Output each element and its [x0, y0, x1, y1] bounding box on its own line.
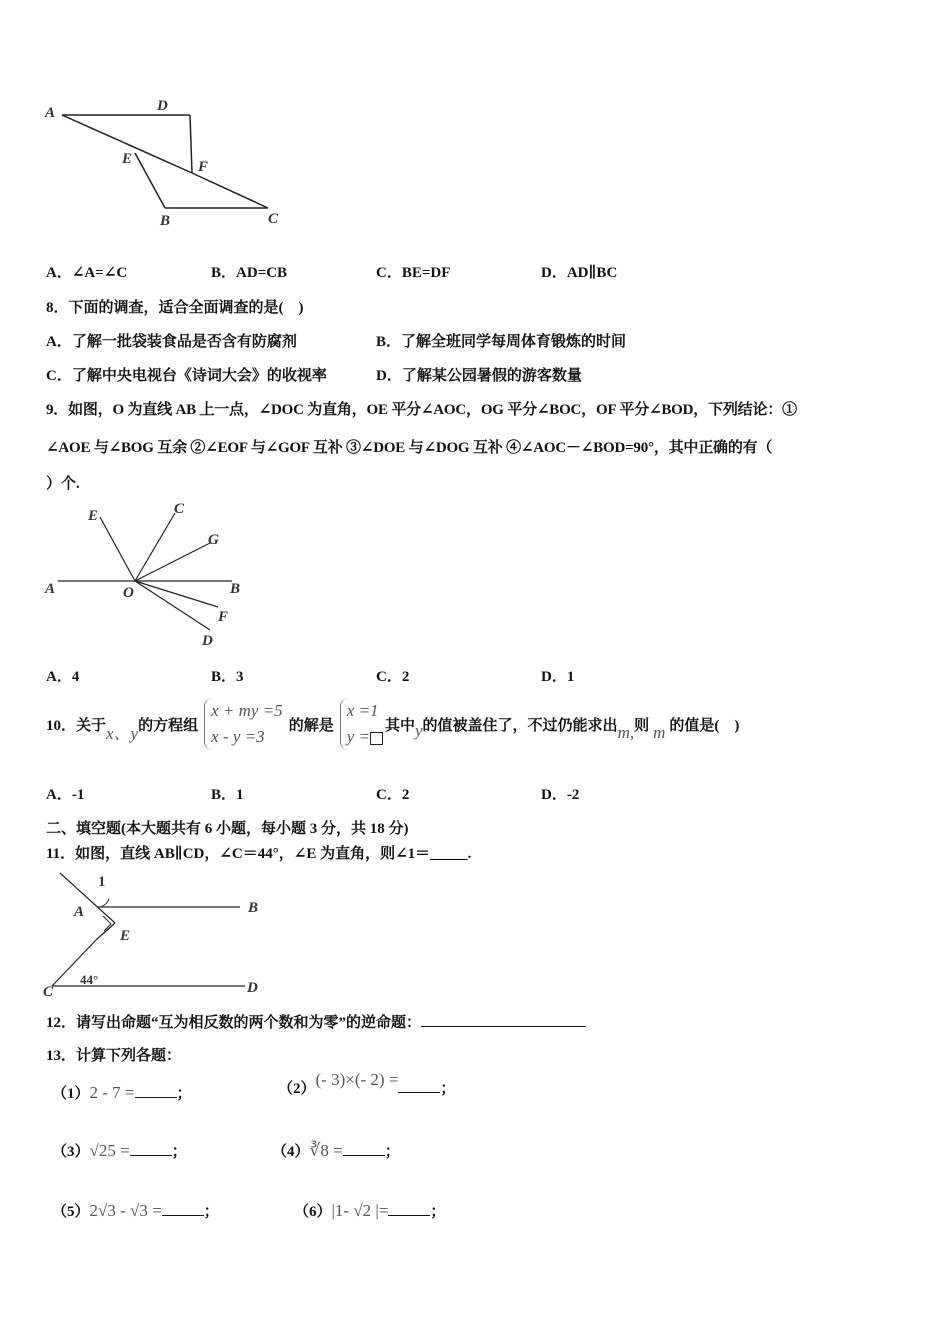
q10-text: 则 — [634, 717, 650, 734]
answer-blank[interactable] — [388, 1215, 430, 1216]
label-O: O — [123, 585, 134, 601]
q10-text: 的值是( ) — [669, 717, 740, 734]
label-G: G — [208, 532, 219, 548]
label-angle-1: 1 — [98, 874, 106, 890]
q10-option-b: B．1 — [211, 787, 244, 803]
label-C: C — [268, 211, 279, 227]
solution-system — [340, 698, 383, 750]
q12-stem — [46, 1011, 586, 1032]
q9-option-d: D．1 — [541, 669, 575, 685]
label-B: B — [160, 213, 171, 229]
section-heading: 二、填空题(本大题共有 6 小题，每小题 3 分，共 18 分) — [46, 821, 409, 837]
q7-option-b: B．AD=CB — [211, 265, 288, 281]
solution-x: x =1 — [346, 701, 379, 720]
label-D: D — [157, 98, 168, 114]
q8-option-b: B．了解全班同学每周体育锻炼的时间 — [376, 334, 627, 350]
label-B: B — [230, 581, 241, 597]
q8-option-a: A．了解一批袋装食品是否含有防腐剂 — [46, 334, 297, 350]
q13-item-3: （3）√25 = ； — [52, 1141, 187, 1160]
q9-option-b: B．3 — [211, 669, 244, 685]
q8-option-c: C．了解中央电视台《诗词大会》的收视率 — [46, 368, 327, 384]
label-D: D — [202, 633, 213, 649]
q10-option-c: C．2 — [376, 787, 410, 803]
q11-stem: 11．如图，直线 AB∥CD，∠C＝44°，∠E 为直角，则∠1＝_____. — [46, 846, 472, 862]
q13-item-6: （6）|1- √2 |= ； — [294, 1201, 446, 1220]
q8-stem: 8．下面的调查，适合全面调查的是( ) — [46, 300, 304, 316]
label-44deg: 44° — [80, 972, 99, 987]
q7-option-d: D．AD∥BC — [541, 265, 618, 281]
figure-q9 — [40, 495, 260, 655]
q8-option-d: D．了解某公园暑假的游客数量 — [376, 368, 582, 384]
q10-text: 的解是 — [288, 717, 334, 734]
equation-1: x + my =5 — [211, 701, 283, 720]
solution-y: y = — [346, 727, 370, 746]
q10-text: 10．关于 — [46, 717, 107, 734]
label-C: C — [43, 984, 54, 1000]
q10-stem — [46, 694, 739, 754]
answer-blank[interactable] — [162, 1215, 204, 1216]
answer-blank[interactable] — [421, 1026, 586, 1027]
q13-item-1: （1）2 - 7 = ； — [52, 1083, 192, 1102]
answer-blank[interactable] — [343, 1155, 385, 1156]
label-F: F — [198, 159, 209, 175]
q9-option-a: A．4 — [46, 669, 80, 685]
equation-2: x - y =3 — [211, 727, 265, 746]
figure-q7 — [40, 95, 290, 230]
label-E: E — [88, 508, 99, 524]
figure-q11 — [40, 868, 270, 1000]
q9-option-c: C．2 — [376, 669, 410, 685]
answer-blank[interactable] — [135, 1097, 177, 1098]
q7-option-c: C．BE=DF — [376, 265, 451, 281]
answer-blank[interactable] — [398, 1092, 440, 1093]
q10-text: 的方程组 — [138, 717, 199, 734]
label-A: A — [45, 581, 56, 597]
q13-item-4: （4）∛8 = ； — [272, 1141, 400, 1160]
q10-text: 的值被盖住了，不过仍能求出 — [422, 717, 618, 734]
label-A: A — [74, 904, 85, 920]
q10-option-d: D．-2 — [541, 787, 580, 803]
q13-item-2: （2）(- 3)×(- 2) = ； — [278, 1070, 456, 1097]
label-E: E — [120, 928, 131, 944]
label-E: E — [122, 151, 133, 167]
q10-var-m: m — [653, 723, 666, 742]
label-C: C — [174, 501, 185, 517]
q10-var-y: y — [415, 721, 423, 740]
q10-vars: x、y — [106, 723, 139, 743]
q9-line1: 9．如图，O 为直线 AB 上一点，∠DOC 为直角，OE 平分∠AOC，OG 平分∠BOC，OF 平分∠BOD，下列结论：① — [46, 402, 797, 418]
q13-stem: 13．计算下列各题： — [46, 1048, 182, 1064]
label-F: F — [218, 609, 229, 625]
q12-text: 12．请写出命题“互为相反数的两个数和为零”的逆命题： — [46, 1015, 422, 1031]
q9-line3: ）个. — [46, 476, 80, 492]
q9-line2: ∠AOE 与∠BOG 互余 ②∠EOF 与∠GOF 互补 ③∠DOE 与∠DOG 互补 ④∠AOC－∠BOD=90°，其中正确的有（ — [46, 440, 773, 456]
label-B: B — [248, 900, 259, 916]
label-A: A — [45, 105, 56, 121]
q10-text: 其中 — [384, 717, 415, 734]
q7-option-a: A．∠A=∠C — [46, 265, 128, 281]
label-D: D — [247, 980, 258, 996]
q10-var-m: m, — [617, 723, 635, 742]
equation-system — [204, 698, 283, 750]
q10-option-a: A．-1 — [46, 787, 85, 803]
covered-box — [370, 732, 383, 745]
q13-item-5: （5）2√3 - √3 = ； — [52, 1201, 219, 1220]
answer-blank[interactable] — [130, 1155, 172, 1156]
